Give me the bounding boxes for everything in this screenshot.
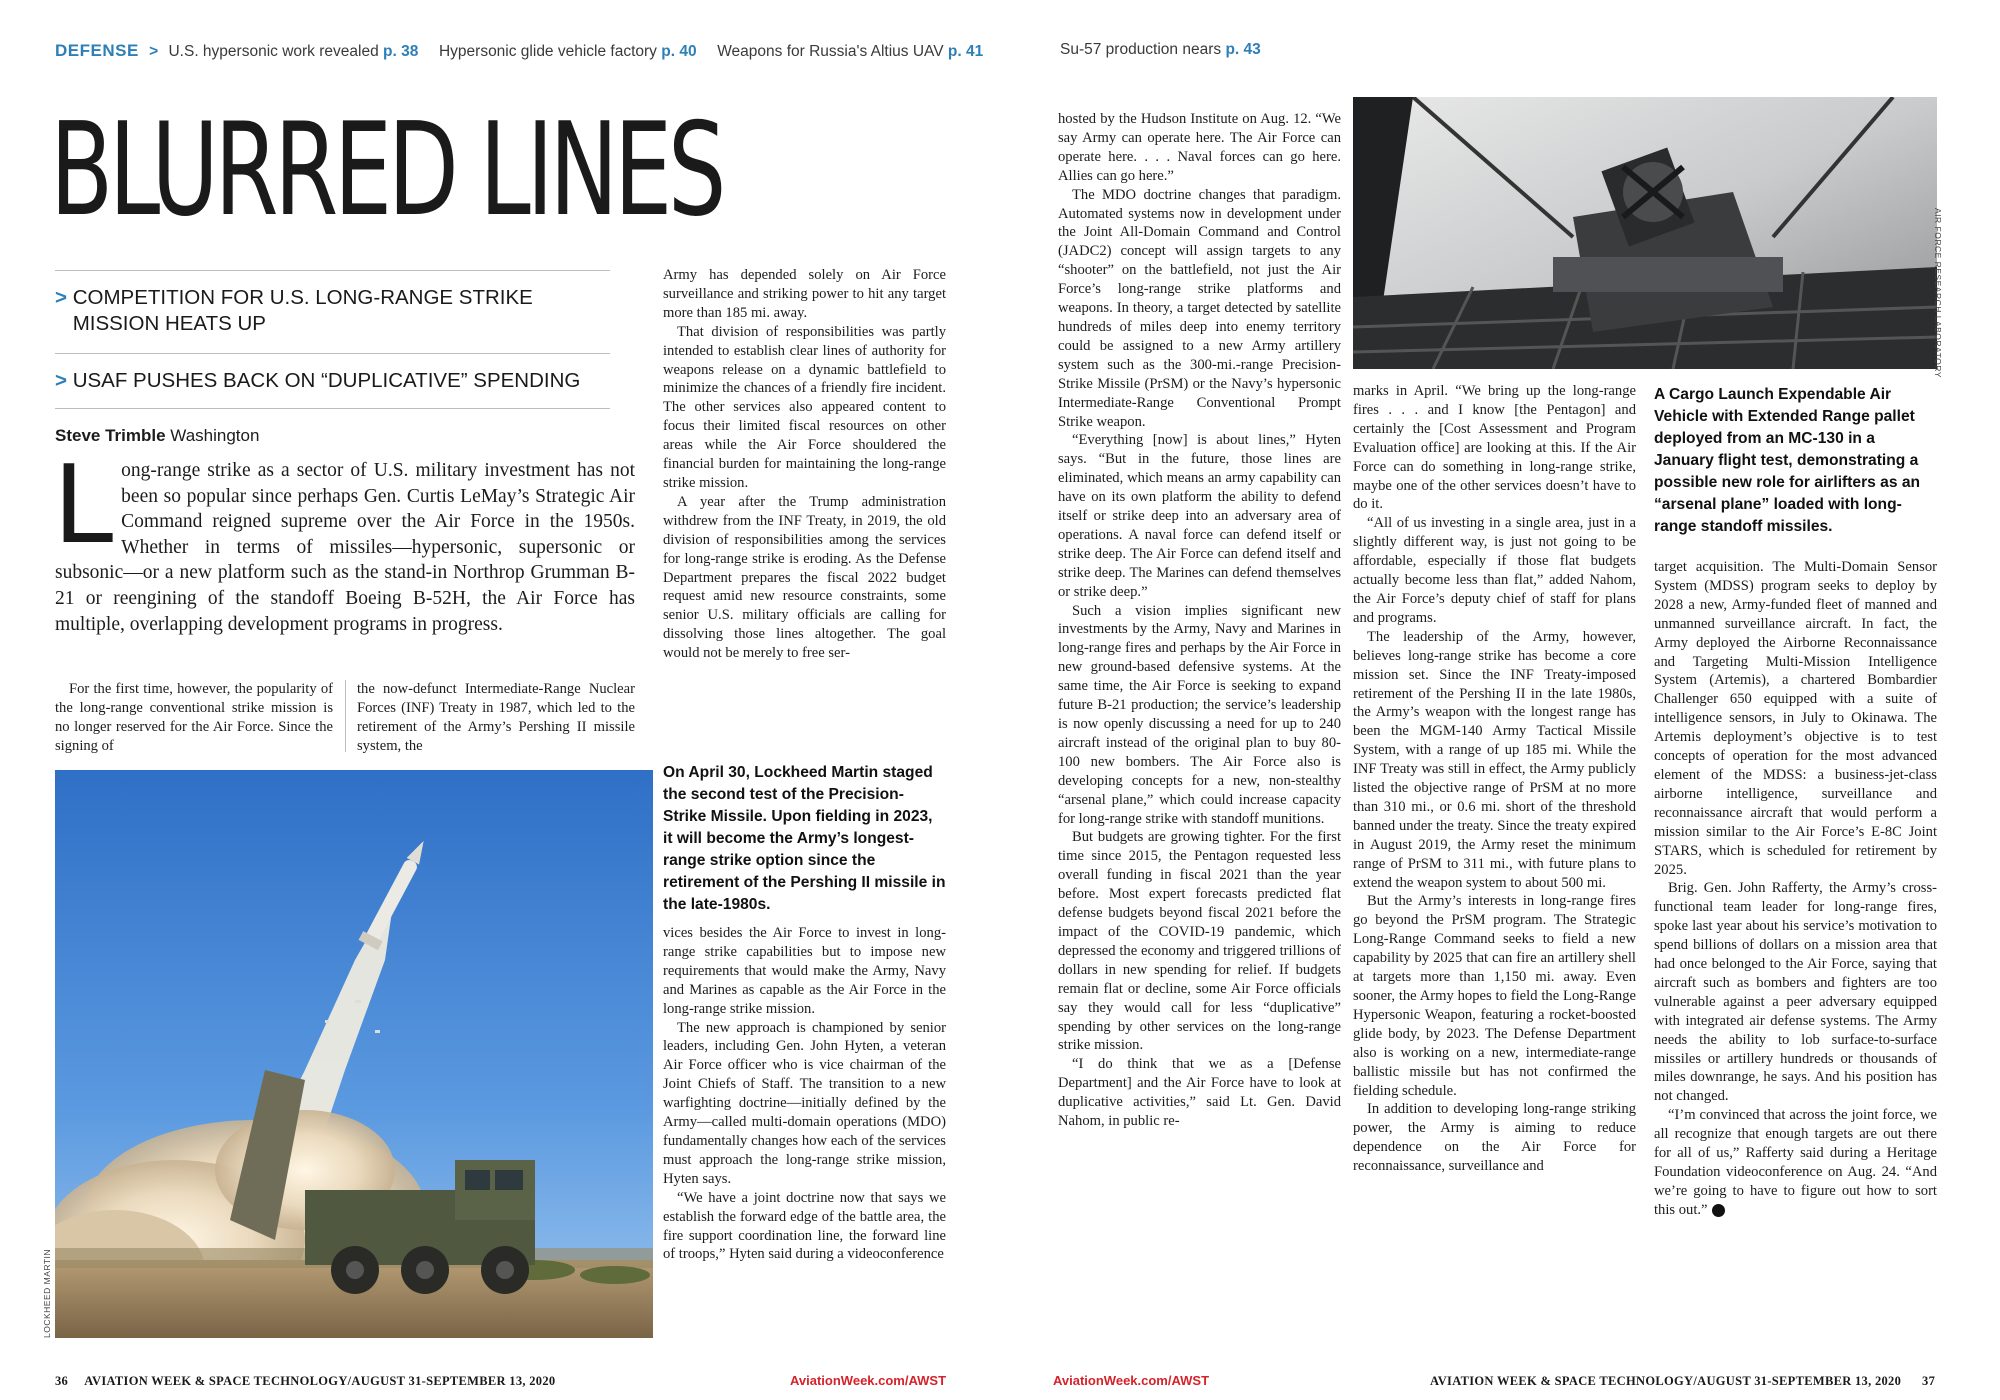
header-item-text[interactable]: Weapons for Russia's Altius UAV [717,43,944,60]
photo-cargo-launch [1353,97,1937,369]
deck-line-1 [55,285,615,337]
chevron-right-icon: > [149,43,159,60]
paragraph: Army has depended solely on Air Force surveillance and striking power to hit any target more than 185 mi. away. [663,267,946,321]
section-header-right [1060,41,1261,59]
paragraph: hosted by the Hudson Institute on Aug. 12. “We say Army can operate here. The Air Force can operate here. . . . Naval forces can go here. Allies can go here.” [1058,111,1341,184]
divider [55,270,610,271]
footer-left [55,1374,555,1389]
chevron-right-icon: > [55,369,67,392]
footer-right [1430,1374,1935,1389]
paragraph: The new approach is championed by senior leaders, including Gen. John Hyten, a veteran Air Force officer who is vice chairman of the Joint Chiefs of Staff. The transition to a new warfighting doctrine—initially defined by the Army—called multi-domain operations (MDO) fundamentally changes how each of the services must approach the long-range strike mission, Hyten says. [663,1019,946,1187]
header-item-text[interactable]: Su-57 production nears [1060,41,1222,58]
column-6 [1654,558,1937,1220]
photo-credit: AIR FORCE RESEARCH LABORATORY [1933,208,1943,378]
drop-cap: L [53,443,114,568]
photo-credit: LOCKHEED MARTIN [42,1248,52,1338]
divider [55,353,610,354]
caption-cargo-launch: A Cargo Launch Expendable Air Vehicle with Extended Range pallet deployed from an MC-130 in a January flight test, demonstrating a possible new role for airlifters as an “arsenal plane” loaded with long-range standoff missiles. [1654,386,1921,535]
page-number: 37 [1922,1374,1936,1388]
header-item-text[interactable]: Hypersonic glide vehicle factory [438,43,657,60]
page-number: 36 [55,1374,69,1388]
paragraph: target acquisition. The Multi-Domain Sensor System (MDSS) program seeks to deploy by 2028 a new, Army-funded fleet of manned and unmanned surveillance aircraft. In fact, the Army deployed the Airborne Reconnaissance and Targeting Multi-Mission Intelligence System (Artemis), a chartered Bombardier Challenger 650 equipped with a suite of intelligence sensors, in July to Okinawa. The Artemis deployment’s objective is to test concepts of operation for the most advanced element of the MDSS: a business-jet-class airborne intelligence, surveillance and reconnaissance aircraft that would perform a mission similar to the Air Force’s E-8C Joint STARS, which is scheduled for retirement by 2025. [1654,559,1937,878]
missile-launch-image [55,770,653,1338]
deck-text: USAF PUSHES BACK ON “DUPLICATIVE” SPENDING [72,369,581,392]
chevron-right-icon: > [55,286,67,309]
column-2 [357,680,635,756]
column-5 [1353,382,1636,1176]
paragraph: That division of responsibilities was partly intended to establish clear lines of authority for weapons release on a dynamic battlefield to minimize the chances of a friendly fire incident. The other services also appeared content to focus their limited fiscal resources on other areas while the Air Force shouldered the financial burden for maintaining the long-range strike mission. [663,323,946,491]
paragraph: But the Army’s interests in long-range fires go beyond the PrSM program. The Strategic Long-Range Command seeks to field a new capability by 2025 that can fire an artillery shell at targets more than 1,150 mi. away. Even sooner, the Army hopes to field the Long-Range Hypersonic Weapon, featuring a rocket-boosted glide body, by 2023. The Defense Department also is working on a new, intermediate-range ballistic missile but has not confirmed the fielding schedule. [1353,893,1636,1099]
lead-text: ong-range strike as a sector of U.S. military investment has not been so popular since perhaps Gen. Curtis LeMay’s Strategic Air Command reigned supreme over the Air Force in the 1950s. Whether in terms of missiles—hypersonic, supersonic or subsonic—or a new platform such as the stand-in Northrop Grumman B-21 or reengining of the standoff Boeing B-52H, the Air Force has multiple, overlapping development programs in progress. [55,460,635,635]
lead-paragraph [53,443,635,637]
paragraph: the now-defunct Intermediate-Range Nuclear Forces (INF) Treaty in 1987, which led to the retirement of the Army’s Pershing II missile system, the [357,681,635,754]
paragraph: For the first time, however, the popularity of the long-range conventional strike mission is no longer reserved for the Air Force. Since the signing of [55,681,333,754]
column-3-top [663,266,946,663]
header-item-page[interactable]: p. 40 [661,43,697,60]
photo-missile-launch [55,770,653,1338]
header-item-text[interactable]: U.S. hypersonic work revealed [168,43,379,60]
section-header-left [55,41,983,61]
section-label: DEFENSE [55,41,139,60]
deck-line-2 [55,368,615,394]
header-item-page[interactable]: p. 38 [383,43,419,60]
paragraph: But budgets are growing tighter. For the first time since 2015, the Pentagon requested less overall funding in fiscal 2021 than the year before. Most expert forecasts predicted flat defense budgets beyond fiscal 2021 before the impact of the COVID-19 pandemic, which depressed the economy and triggered trillions of dollars in new spending for relief. If budgets remain flat or decline, some Air Force officials say they would call for less “duplicative” spending by other services on the long-range strike mission. [1058,829,1341,1054]
paragraph: Brig. Gen. John Rafferty, the Army’s cross-functional team leader for long-range fires, spoke last year about his service’s motivation to spend billions of dollars on a mission area that had once belonged to the Air Force, saying that aircraft such as bombers and fighters are too vulnerable against a peer adversary equipped with integrated air defense systems. The Army needs the ability to lob surface-to-surface missiles or artillery hundreds or thousands of miles downrange, he says. And his position has not changed. [1654,880,1937,1105]
paragraph: marks in April. “We bring up the long-range fires . . . and I know [the Pentagon] and certainly the [Cost Assessment and Program Evaluation office] are looking at this. If the Air Force can do something in long-range strike, maybe one of the other services doesn’t have to do it. [1353,383,1636,513]
website-link[interactable]: AviationWeek.com/AWST [1053,1373,1210,1388]
column-1 [55,680,333,756]
paragraph: In addition to developing long-range striking power, the Army is aiming to reduce dependence on the Air Force for reconnaissance, surveillance and [1353,1101,1636,1175]
paragraph: vices besides the Air Force to invest in long-range strike capabilities but to impose new requirements that would make the Army, Navy and Marines as capable as the Air Force in the long-range strike mission. [663,925,946,1017]
paragraph: “We have a joint doctrine now that says we establish the forward edge of the battle area, the fire support coordination line, the forward line of troops,” Hyten said during a videoconference [663,1189,946,1263]
paragraph: The leadership of the Army, however, believes long-range strike has become a core mission set. Since the INF Treaty-imposed retirement of the Pershing II in the late 1980s, the Army’s weapon with the longest range has been the MGM-140 Army Tactical Missile System, with a range of up 185 mi. While the INF Treaty was still in effect, the Army publicly listed the objective range of PrSM at no more than 310 mi., or 0.6 mi. short of the threshold banned under the treaty. Since the treaty expired in August 2019, the Army reset the minimum range of PrSM to 311 mi., with future plans to extend the weapon system to about 500 mi. [1353,628,1636,891]
headline: BLURRED LINES [50,96,723,245]
column-4 [1058,110,1341,1131]
paragraph: “I’m convinced that across the joint force, we all recognize that enough targets are out there for all of us,” Rafferty said during a Heritage Foundation videoconference on Aug. 24. “And we’re going to have to figure out how to sort this out.” ❯ [1654,1107,1937,1218]
paragraph: “Everything [now] is about lines,” Hyten says. “But in the future, those lines are eliminated, which means an army capability can have on its own platform the ability to defend itself or strike deep into an adversary area of operations. A naval force can defend itself or strike deep. The Air Force can defend itself and strike deep. The Marines can defend themselves or strike deep.” [1058,432,1341,600]
paragraph: “I do think that we as a [Defense Department] and the Air Force have to look at duplicative activities,” said Lt. Gen. David Nahom, in public re- [1058,1056,1341,1130]
paragraph: A year after the Trump administration withdrew from the INF Treaty, in 2019, the old division of responsibilities among the services for long-range strike is eroding. As the Defense Department prepares the fiscal 2022 budget request amid new resource constraints, some senior U.S. military officials are calling for dissolving those lines altogether. The goal would not be merely to free ser- [663,493,946,662]
paragraph: The MDO doctrine changes that paradigm. Automated systems now in development under the Joint All-Domain Command and Control (JADC2) concept will assign targets to any “shooter” on the battlefield, not just the Air Force’s long-range strike platforms and weapons. In theory, a target detected by satellite hundreds of miles deep into enemy territory could be assigned to a new Army artillery system such as the 300-mi.-range Precision-Strike Missile (PrSM) or the Navy’s hypersonic Intermediate-Range Conventional Prompt Strike weapon. [1058,186,1341,430]
end-mark-icon: ❯ [1712,1204,1725,1217]
publication-line: AVIATION WEEK & SPACE TECHNOLOGY/AUGUST 31-SEPTEMBER 13, 2020 [84,1374,556,1388]
publication-line: AVIATION WEEK & SPACE TECHNOLOGY/AUGUST 31-SEPTEMBER 13, 2020 [1430,1374,1902,1388]
column-3-bottom [663,924,946,1264]
divider [55,408,610,409]
paragraph: Such a vision implies significant new investments by the Army, Navy and Marines in long-range fires and perhaps by the Air Force in new ground-based defensive systems. At the same time, the Air Force is seeking to expand future B-21 production; the service’s leadership is now openly discussing a need for up to 240 aircraft instead of the original plan to buy 80-100 new bombers. The Air Force also is developing concepts for a new, non-stealthy “arsenal plane,” which could increase capacity for long-range strike with standoff munitions. [1058,602,1341,827]
cargo-launch-image [1353,97,1937,369]
author-location: Washington [170,426,260,445]
caption-missile-test: On April 30, Lockheed Martin staged the second test of the Precision-Strike Missile. Upon fielding in 2023, it will become the Army’s longest-range strike option since the retirement of the Pershing II missile in the late-1980s. [663,764,946,913]
header-item-page[interactable]: p. 43 [1225,41,1261,58]
header-item-page[interactable]: p. 41 [947,43,984,60]
deck-text: COMPETITION FOR U.S. LONG-RANGE STRIKE MISSION HEATS UP [72,286,533,335]
paragraph: “All of us investing in a single area, just in a slightly different way, is just not going to be affordable, especially if those flat budgets actually become less than flat,” added Nahom, the Air Force’s deputy chief of staff for plans and programs. [1353,515,1636,626]
column-rule [345,680,346,752]
author-name: Steve Trimble [55,426,166,445]
website-link[interactable]: AviationWeek.com/AWST [790,1373,947,1388]
